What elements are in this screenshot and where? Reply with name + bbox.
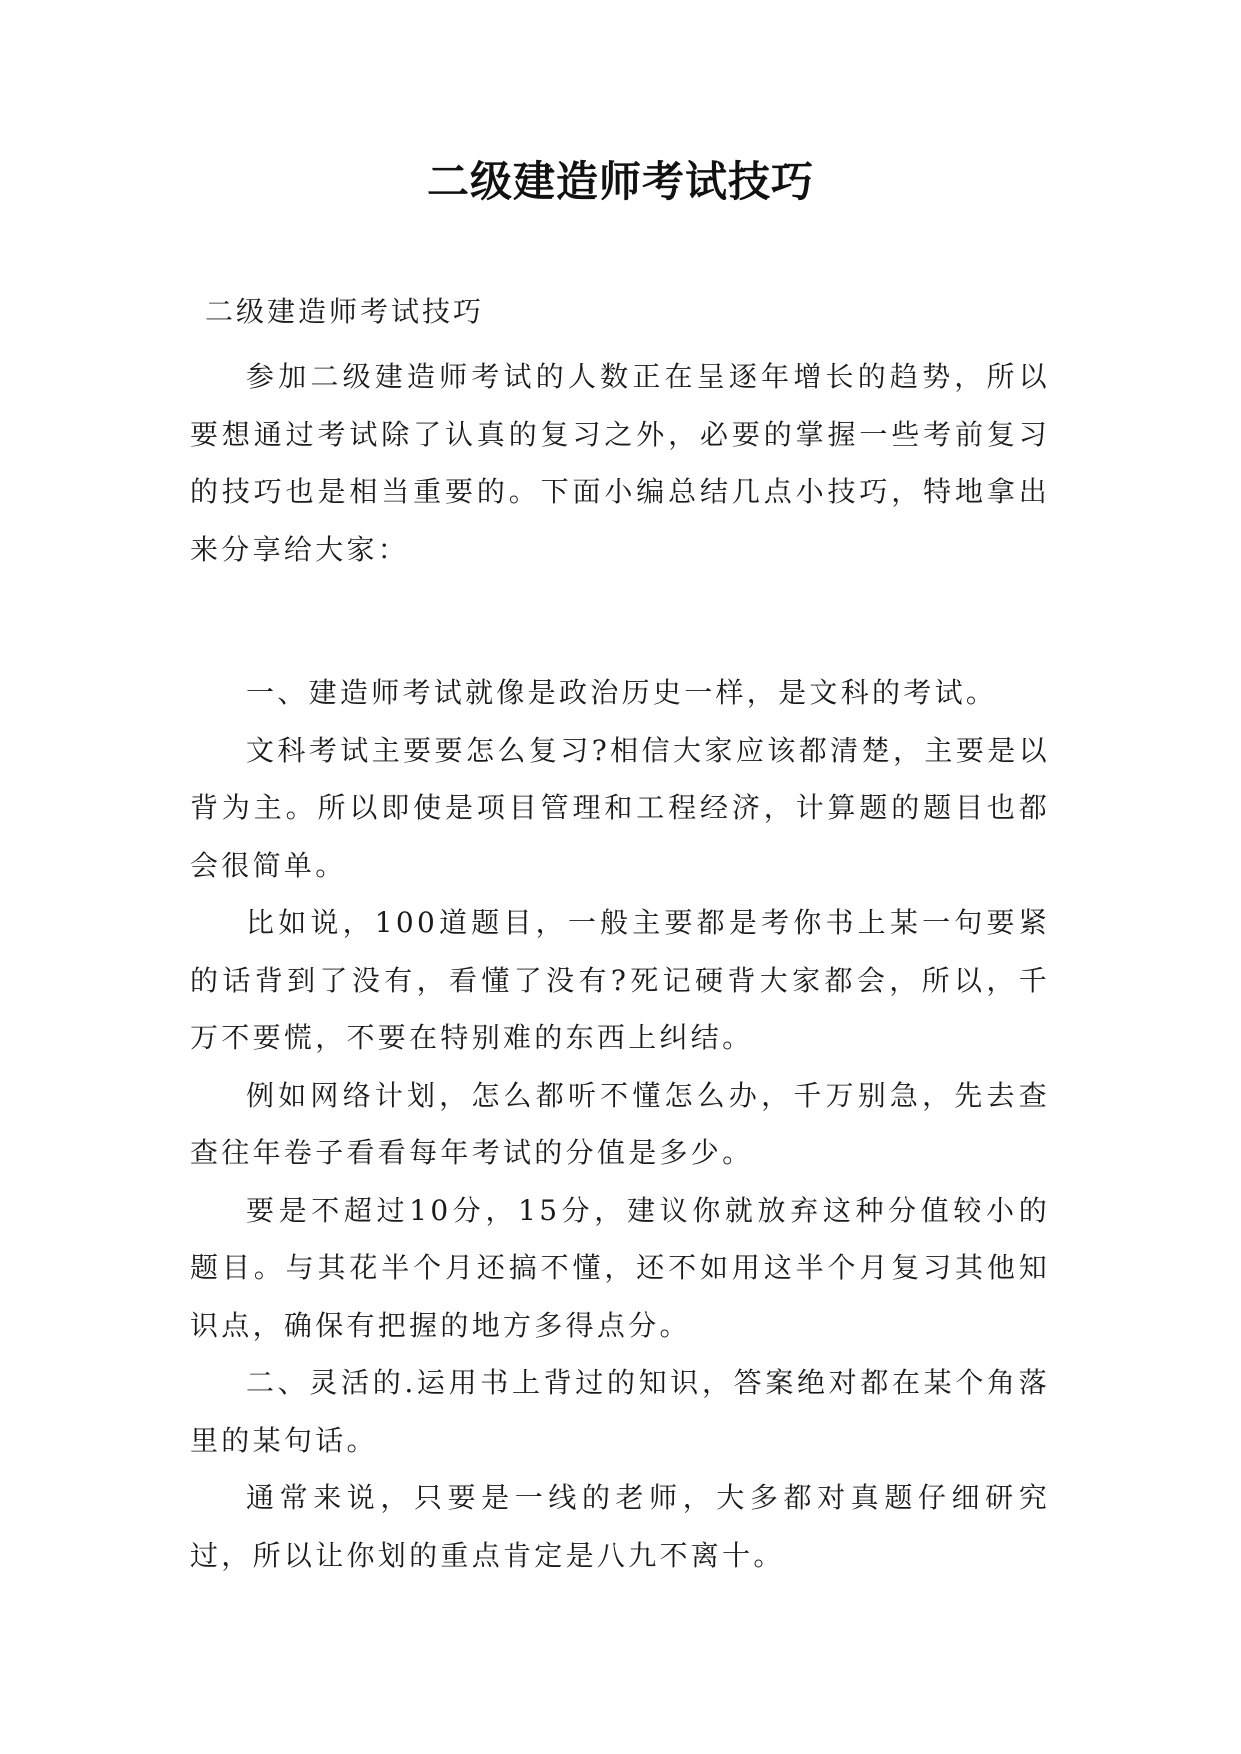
paragraph: 参加二级建造师考试的人数正在呈逐年增长的趋势，所以要想通过考试除了认真的复习之外，必要的掌握一些考前复习的技巧也是相当重要的。下面小编总结几点小技巧，特地拿出来分享给大家：	[190, 360, 1050, 566]
paragraph: 二、灵活的.运用书上背过的知识，答案绝对都在某个角落里的某句话。	[190, 1366, 1050, 1457]
paragraph: 文科考试主要要怎么复习?相信大家应该都清楚，主要是以背为主。所以即使是项目管理和工程经济，计算题的题目也都会很简单。	[190, 733, 1050, 882]
paragraph: 例如网络计划，怎么都听不懂怎么办，千万别急，先去查查往年卷子看看每年考试的分值是多少。	[190, 1078, 1050, 1169]
document-body	[190, 348, 1050, 1584]
paragraph: 通常来说，只要是一线的老师，大多都对真题仔细研究过，所以让你划的重点肯定是八九不离十。	[190, 1481, 1050, 1572]
paragraph: 要是不超过10分，15分，建议你就放弃这种分值较小的题目。与其花半个月还搞不懂，还不如用这半个月复习其他知识点，确保有把握的地方多得点分。	[190, 1193, 1050, 1342]
paragraph: 一、建造师考试就像是政治历史一样，是文科的考试。	[246, 676, 998, 709]
page-title: 二级建造师考试技巧	[426, 157, 814, 206]
document-subtitle: 二级建造师考试技巧	[205, 295, 485, 328]
paragraph-spacer	[190, 578, 1050, 664]
paragraph: 比如说，100道题目，一般主要都是考你书上某一句要紧的话背到了没有，看懂了没有?死记硬背大家都会，所以，千万不要慌，不要在特别难的东西上纠结。	[190, 906, 1050, 1054]
